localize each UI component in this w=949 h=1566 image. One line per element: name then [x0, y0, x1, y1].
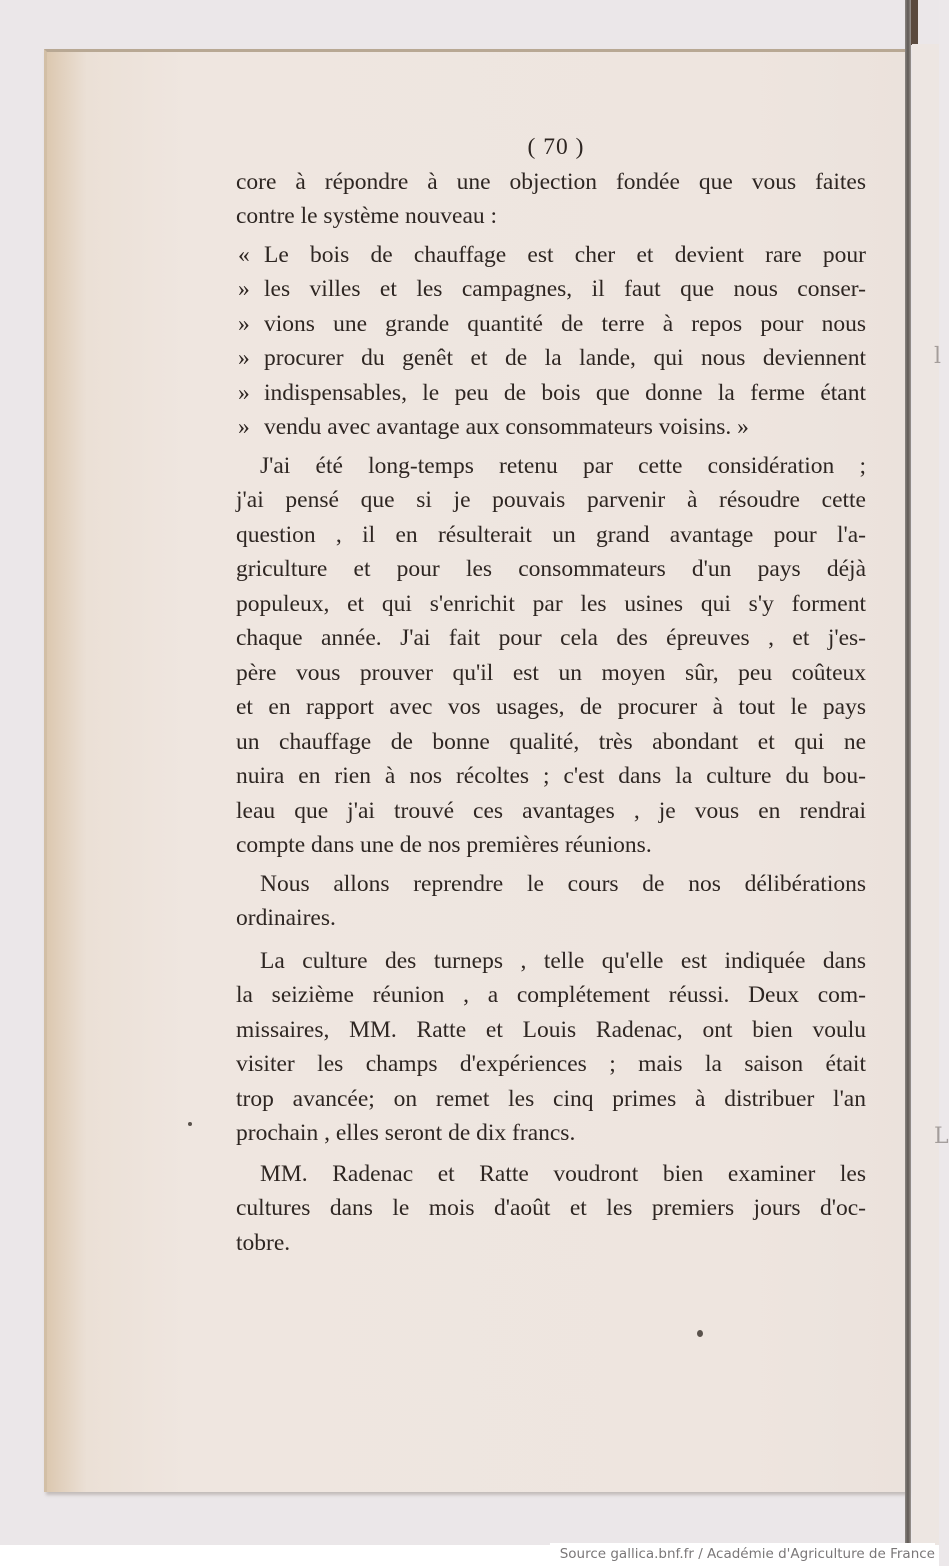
continuation-quote-mark: » — [238, 276, 250, 302]
quote-line-text: indispensables, le peu de bois que donne la ferme étant — [264, 379, 866, 406]
quote-line — [238, 341, 866, 376]
quote-line — [238, 238, 866, 273]
paragraph-deliberations — [236, 867, 866, 936]
facing-page-glyph: l — [934, 344, 942, 369]
quote-line-text: les villes et les campagnes, il faut que nous conser- — [264, 276, 866, 302]
text-line: compte dans une de nos premières réunions. — [236, 832, 652, 858]
quote-line-text: vendu avec avantage aux consommateurs voisins. » — [264, 414, 749, 440]
facing-page-glyph: L — [934, 1124, 949, 1149]
text-line: et en rapport avec vos usages, de procurer à tout le pays — [236, 694, 866, 720]
open-quote-mark: « — [238, 241, 250, 268]
quote-line — [238, 376, 866, 411]
paper-speck — [188, 1122, 192, 1126]
quote-line-text: procurer du genêt et de la lande, qui nous deviennent — [264, 345, 866, 371]
text-line: core à répondre à une objection fondée que vous faites — [236, 168, 866, 195]
quote-line — [238, 410, 866, 445]
quote-line-text: Le bois de chauffage est cher et devient rare pour — [264, 241, 866, 268]
text-line: j'ai pensé que si je pouvais parvenir à résoudre cette — [236, 487, 866, 513]
text-line: visiter les champs d'expériences ; mais la saison était — [236, 1051, 866, 1077]
text-line: prochain , elles seront de dix francs. — [236, 1120, 576, 1146]
text-line: question , il en résulterait un grand avantage pour l'a- — [236, 521, 866, 548]
facing-page-edge — [912, 44, 949, 1545]
continuation-quote-mark: » — [238, 345, 250, 371]
text-line: MM. Radenac et Ratte voudront bien examiner les — [260, 1160, 866, 1187]
text-line: contre le système nouveau : — [236, 203, 498, 229]
text-line: père vous prouver qu'il est un moyen sûr, peu coûteux — [236, 659, 866, 686]
text-line: la seizième réunion , a complétement réussi. Deux com- — [236, 982, 866, 1008]
text-line: La culture des turneps , telle qu'elle est indiquée dans — [260, 947, 866, 974]
text-line: cultures dans le mois d'août et les premiers jours d'oc- — [236, 1195, 866, 1221]
paragraph-examination — [236, 1157, 866, 1261]
page-text — [236, 130, 866, 1260]
quote-line — [238, 272, 866, 307]
continuation-quote-mark: » — [238, 414, 250, 440]
text-line: leau que j'ai trouvé ces avantages , je vous en rendrai — [236, 797, 866, 824]
text-line: nuira en rien à nos récoltes ; c'est dans la culture du bou- — [236, 763, 866, 789]
quote-line — [238, 307, 866, 342]
text-line: populeux, et qui s'enrichit par les usines qui s'y forment — [236, 590, 866, 617]
continuation-quote-mark: » — [238, 379, 250, 406]
opening-paragraph — [236, 165, 866, 234]
paper-speck — [697, 1330, 703, 1337]
text-line: un chauffage de bonne qualité, très abondant et qui ne — [236, 728, 866, 755]
page-number: ( 70 ) — [527, 134, 585, 160]
book-spine — [905, 0, 911, 1545]
text-line: ordinaires. — [236, 905, 336, 931]
text-line: Nous allons reprendre le cours de nos délibérations — [260, 870, 866, 897]
paragraph-birch-heating — [236, 449, 866, 863]
quotation-block — [238, 238, 866, 445]
text-line: trop avancée; on remet les cinq primes à distribuer l'an — [236, 1085, 866, 1112]
text-line: missaires, MM. Ratte et Louis Radenac, ont bien voulu — [236, 1016, 866, 1043]
text-line: griculture et pour les consommateurs d'un pays déjà — [236, 556, 866, 582]
source-credit: Source gallica.bnf.fr / Académie d'Agriculture de France — [550, 1543, 935, 1565]
quote-line-text: vions une grande quantité de terre à repos pour nous — [264, 310, 866, 337]
continuation-quote-mark: » — [238, 310, 250, 337]
paragraph-turneps — [236, 944, 866, 1151]
text-line: J'ai été long-temps retenu par cette considération ; — [260, 452, 866, 479]
text-line: tobre. — [236, 1229, 291, 1256]
text-line: chaque année. J'ai fait pour cela des épreuves , et j'es- — [236, 625, 866, 651]
